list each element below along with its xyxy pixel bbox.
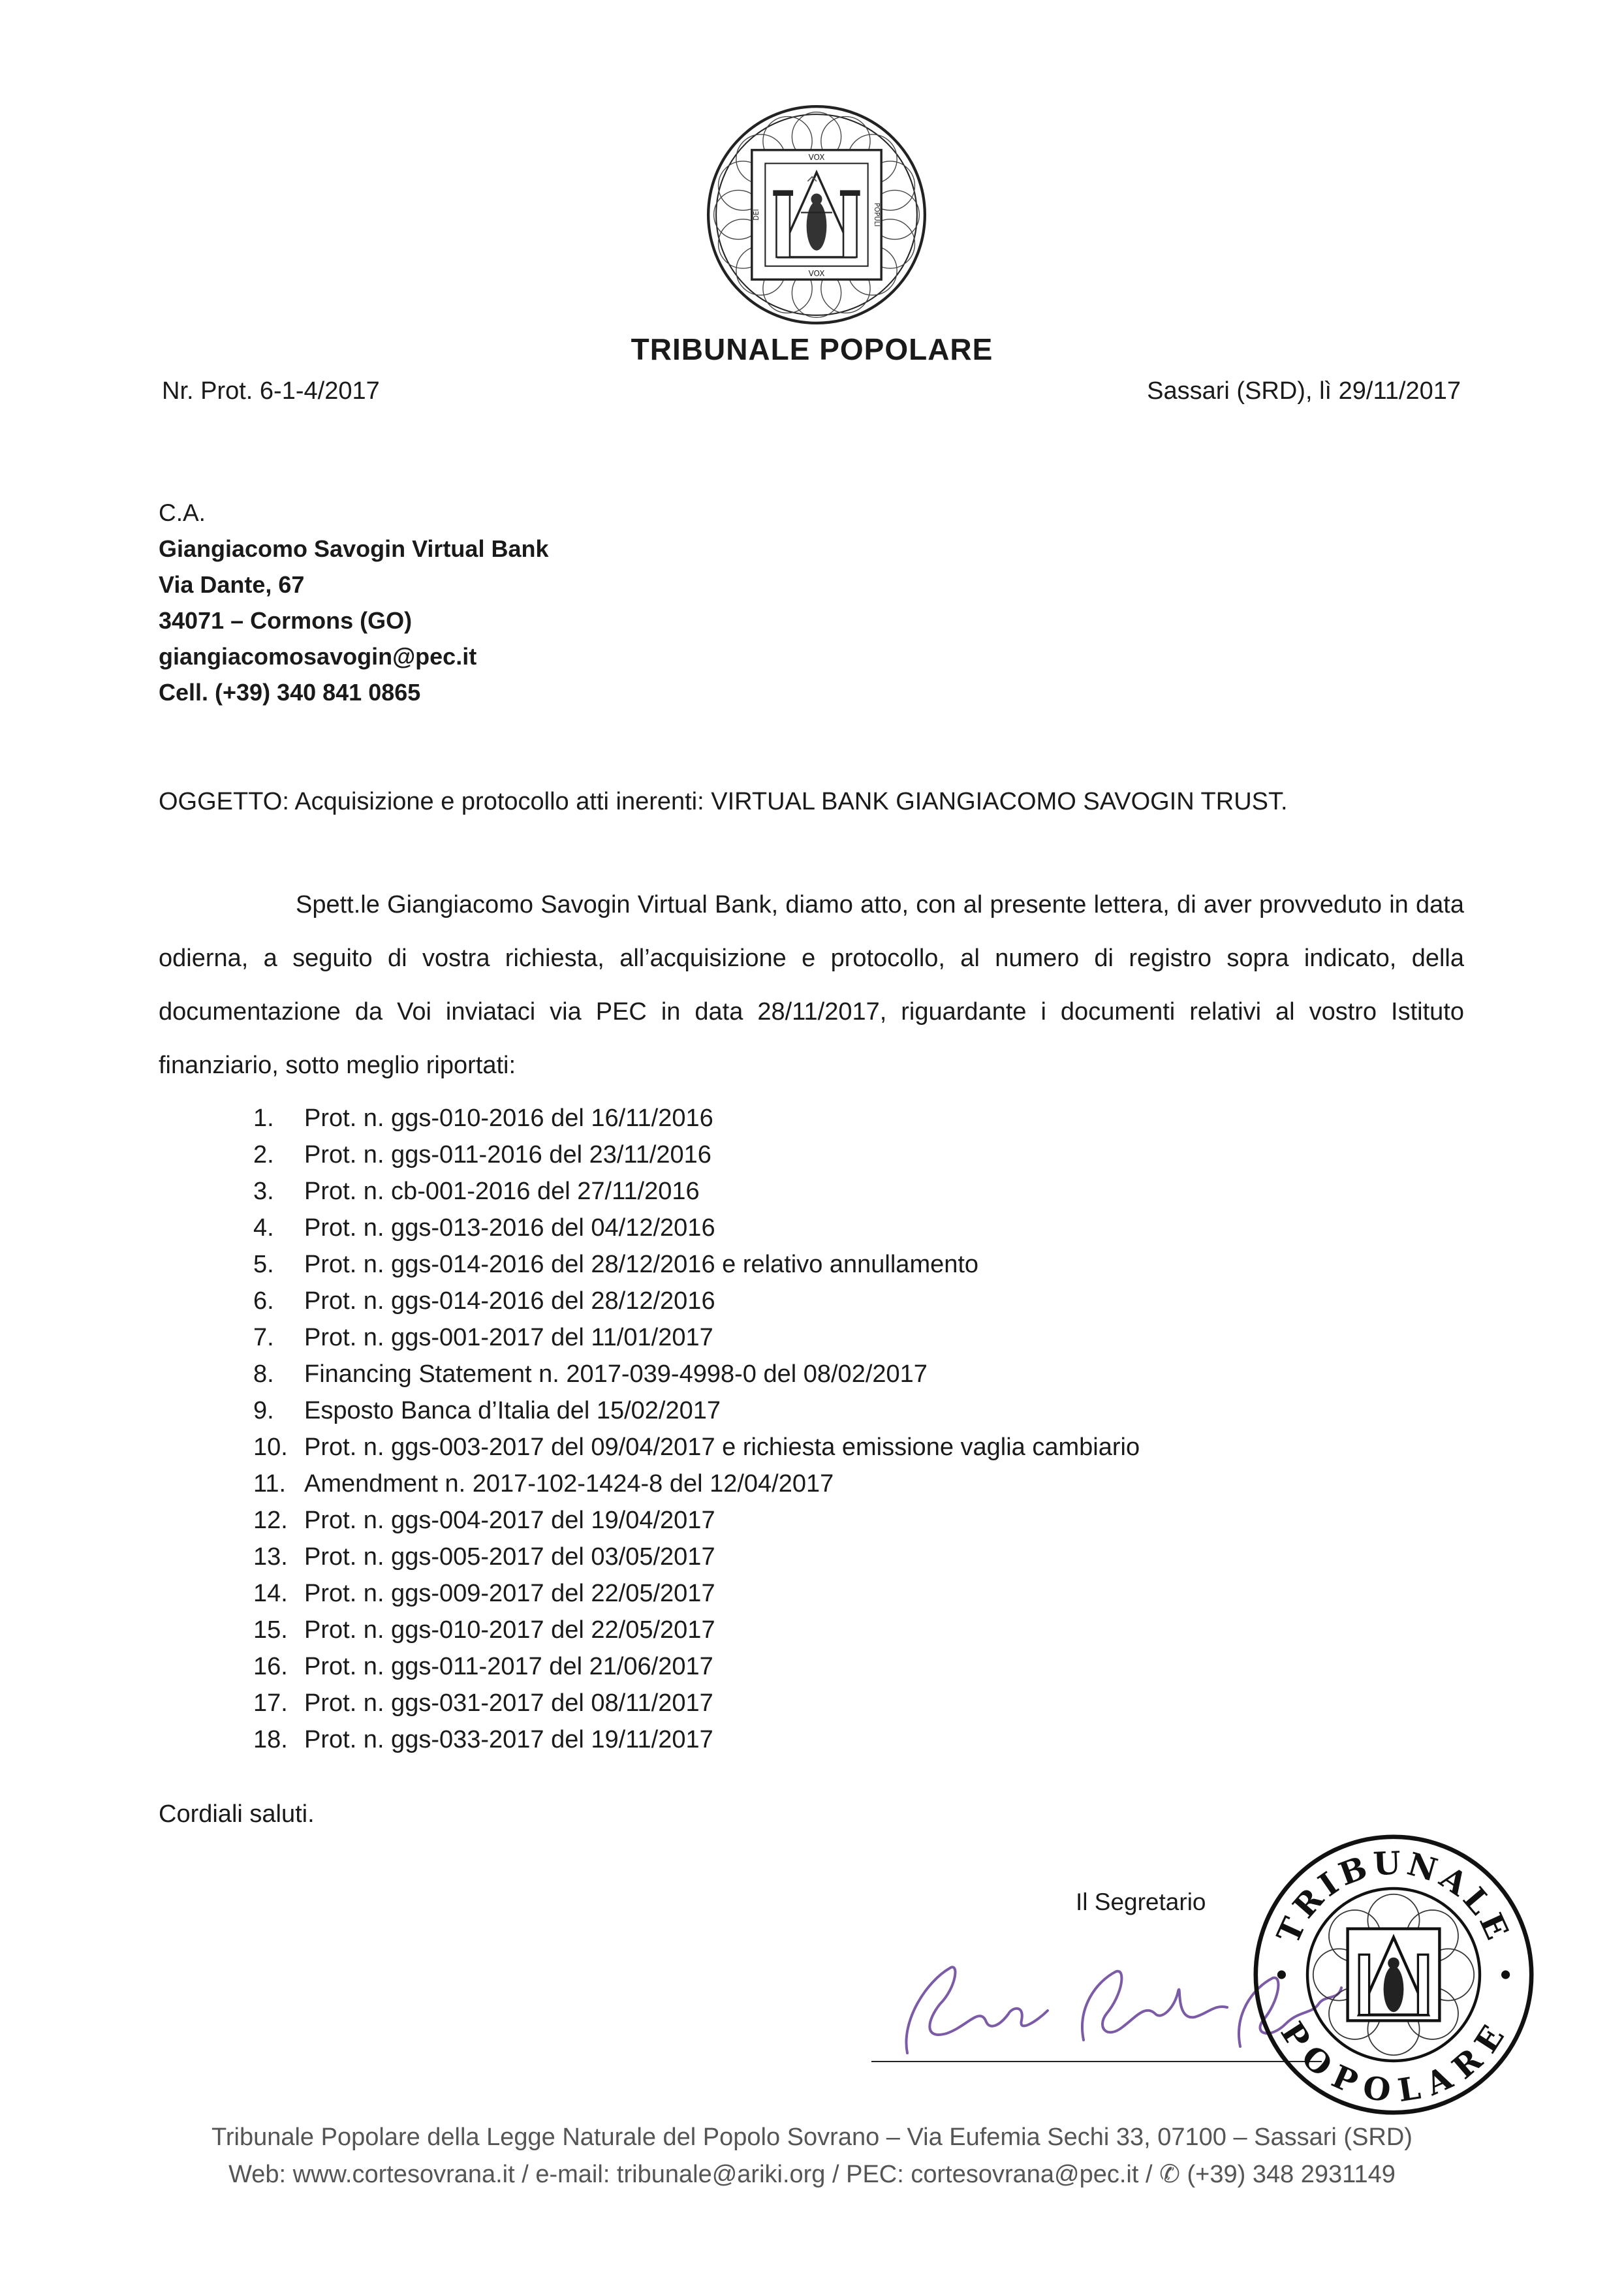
list-item: 17. Prot. n. ggs-031-2017 del 08/11/2017 <box>253 1689 713 1717</box>
list-item: 9. Esposto Banca d’Italia del 15/02/2017 <box>253 1397 721 1424</box>
letter-body <box>159 878 1464 1092</box>
footer-contacts: Web: www.cortesovrana.it / e-mail: tribunale@ariki.org / PEC: cortesovrana@pec.it / ✆ (+39) 348 2931149 <box>228 2161 1396 2188</box>
list-item: 2. Prot. n. ggs-011-2016 del 23/11/2016 <box>253 1141 711 1169</box>
svg-text:TRIBUNALE: TRIBUNALE <box>1270 1845 1518 1949</box>
subject-line: OGGETTO: Acquisizione e protocollo atti inerenti: VIRTUAL BANK GIANGIACOMO SAVOGIN TRUST. <box>159 788 1288 815</box>
svg-text:VOX: VOX <box>808 153 825 163</box>
closing-greeting: Cordiali saluti. <box>159 1800 315 1828</box>
tribunal-seal-logo <box>705 103 928 326</box>
recipient-street: Via Dante, 67 <box>159 571 305 598</box>
svg-text:VOX: VOX <box>808 269 825 279</box>
footer-address: Tribunale Popolare della Legge Naturale del Popolo Sovrano – Via Eufemia Sechi 33, 07100 – Sassari (SRD) <box>211 2124 1413 2151</box>
list-item: 18. Prot. n. ggs-033-2017 del 19/11/2017 <box>253 1726 713 1753</box>
official-stamp <box>1250 1831 1537 2118</box>
recipient-email: giangiacomosavogin@pec.it <box>159 643 477 670</box>
list-item: 13. Prot. n. ggs-005-2017 del 03/05/2017 <box>253 1543 715 1571</box>
svg-text:POPULI: POPULI <box>872 202 881 227</box>
documents-list <box>253 1100 1140 1758</box>
list-item: 1. Prot. n. ggs-010-2016 del 16/11/2016 <box>253 1105 713 1132</box>
list-item: 7. Prot. n. ggs-001-2017 del 11/01/2017 <box>253 1324 713 1351</box>
svg-text:POPOLARE: POPOLARE <box>1273 2016 1514 2110</box>
place-date: Sassari (SRD), lì 29/11/2017 <box>1147 377 1461 405</box>
list-item: 14. Prot. n. ggs-009-2017 del 22/05/2017 <box>253 1580 715 1607</box>
protocol-number: Nr. Prot. 6-1-4/2017 <box>162 377 380 405</box>
body-paragraph: Spett.le Giangiacomo Savogin Virtual Bank, diamo atto, con al presente lettera, di aver provveduto in data odierna, a seguito di vostra richiesta, all’acquisizione e protocollo, al numero di registro sopra indicato, della documentazione da Voi inviataci via PEC in data 28/11/2017, riguardante i documenti relativi al vostro Istituto finanziario, sotto meglio riportati: <box>159 891 1464 1079</box>
list-item: 15. Prot. n. ggs-010-2017 del 22/05/2017 <box>253 1616 715 1644</box>
recipient-phone: Cell. (+39) 340 841 0865 <box>159 679 421 706</box>
list-item: 3. Prot. n. cb-001-2016 del 27/11/2016 <box>253 1178 700 1205</box>
list-item: 10. Prot. n. ggs-003-2017 del 09/04/2017 e richiesta emissione vaglia cambiario <box>253 1434 1140 1461</box>
list-item: 6. Prot. n. ggs-014-2016 del 28/12/2016 <box>253 1287 715 1315</box>
list-item: 8. Financing Statement n. 2017-039-4998-0 del 08/02/2017 <box>253 1360 928 1388</box>
signature-label: Il Segretario <box>1076 1889 1206 1915</box>
recipient-name: Giangiacomo Savogin Virtual Bank <box>159 535 549 562</box>
list-item: 12. Prot. n. ggs-004-2017 del 19/04/2017 <box>253 1507 715 1534</box>
recipient-city: 34071 – Cormons (GO) <box>159 607 413 634</box>
svg-text:DEI: DEI <box>753 209 761 221</box>
recipient-ca: C.A. <box>159 499 206 526</box>
list-item: 4. Prot. n. ggs-013-2016 del 04/12/2016 <box>253 1214 715 1242</box>
list-item: 16. Prot. n. ggs-011-2017 del 21/06/2017 <box>253 1653 713 1680</box>
list-item: 11. Amendment n. 2017-102-1424-8 del 12/04/2017 <box>253 1470 834 1498</box>
list-item: 5. Prot. n. ggs-014-2016 del 28/12/2016 e relativo annullamento <box>253 1251 979 1278</box>
document-title: TRIBUNALE POPOLARE <box>631 332 993 366</box>
